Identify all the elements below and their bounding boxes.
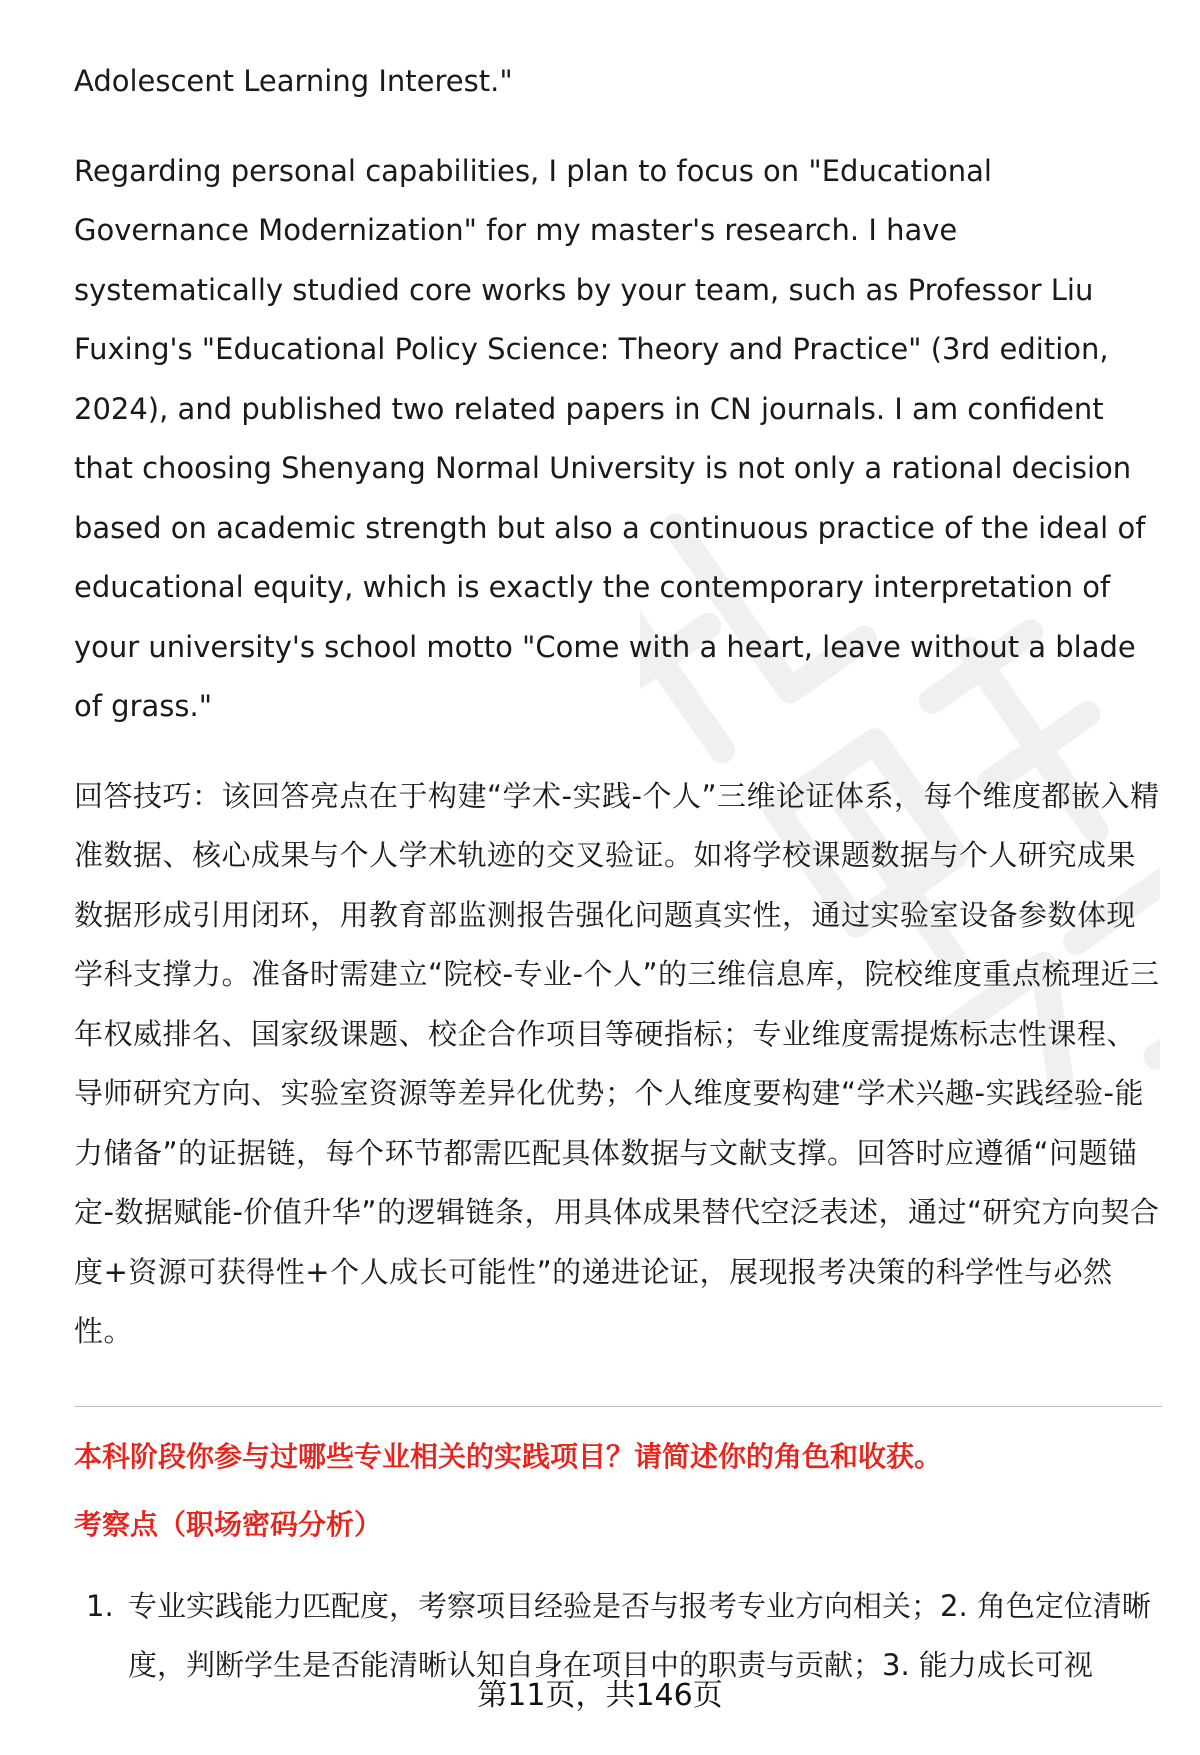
exam-points-heading: 考察点（职场密码分析） — [74, 1507, 383, 1541]
paragraph-personal-capabilities: Regarding personal capabilities, I plan to focus on "Educational Governance Modernization" for my master's research. I have systematically studied core works by your team, such as Professor Liu Fuxing's "Educational Policy Science: Theory and Practice" (3rd edition, 2024), and published two related papers in CN journals. I am confident that choosing Shenyang Normal University is not only a rational decision based on academic strength but also a continuous practice of the ideal of educational equity, which is exactly the contemporary interpretation of your university's school motto "Come with a heart, leave without a blade of grass." — [74, 153, 1146, 723]
question-title: 本科阶段你参与过哪些专业相关的实践项目？请简述你的角色和收获。 — [74, 1439, 943, 1473]
document-body — [74, 52, 1162, 1696]
list-item-text: 专业实践能力匹配度，考察项目经验是否与报考专业方向相关；2. 角色定位清晰度，判断学生是否能清晰认知自身在项目中的职责与贡献；3. 能力成长可视 — [128, 1588, 1151, 1682]
page-number: 第11页，共146页 — [477, 1678, 723, 1713]
list-item-number: 1. — [86, 1588, 114, 1623]
paragraph-answer-tips: 回答技巧：该回答亮点在于构建“学术-实践-个人”三维论证体系，每个维度都嵌入精准数据、核心成果与个人学术轨迹的交叉验证。如将学校课题数据与个人研究成果数据形成引用闭环，用教育部监测报告强化问题真实性，通过实验室设备参数体现学科支撑力。准备时需建立“院校-专业-个人”的三维信息库，院校维度重点梳理近三年权威排名、国家级课题、校企合作项目等硬指标；专业维度需提炼标志性课程、导师研究方向、实验室资源等差异化优势；个人维度要构建“学术兴趣-实践经验-能力储备”的证据链，每个环节都需匹配具体数据与文献支撑。回答时应遵循“问题锚定-数据赋能-价值升华”的逻辑链条，用具体成果替代空泛表述，通过“研究方向契合度+资源可获得性+个人成长可能性”的递进论证，展现报考决策的科学性与必然性。 — [74, 778, 1160, 1348]
section-divider — [74, 1406, 1162, 1407]
paragraph-continuation: Adolescent Learning Interest." — [74, 64, 513, 98]
